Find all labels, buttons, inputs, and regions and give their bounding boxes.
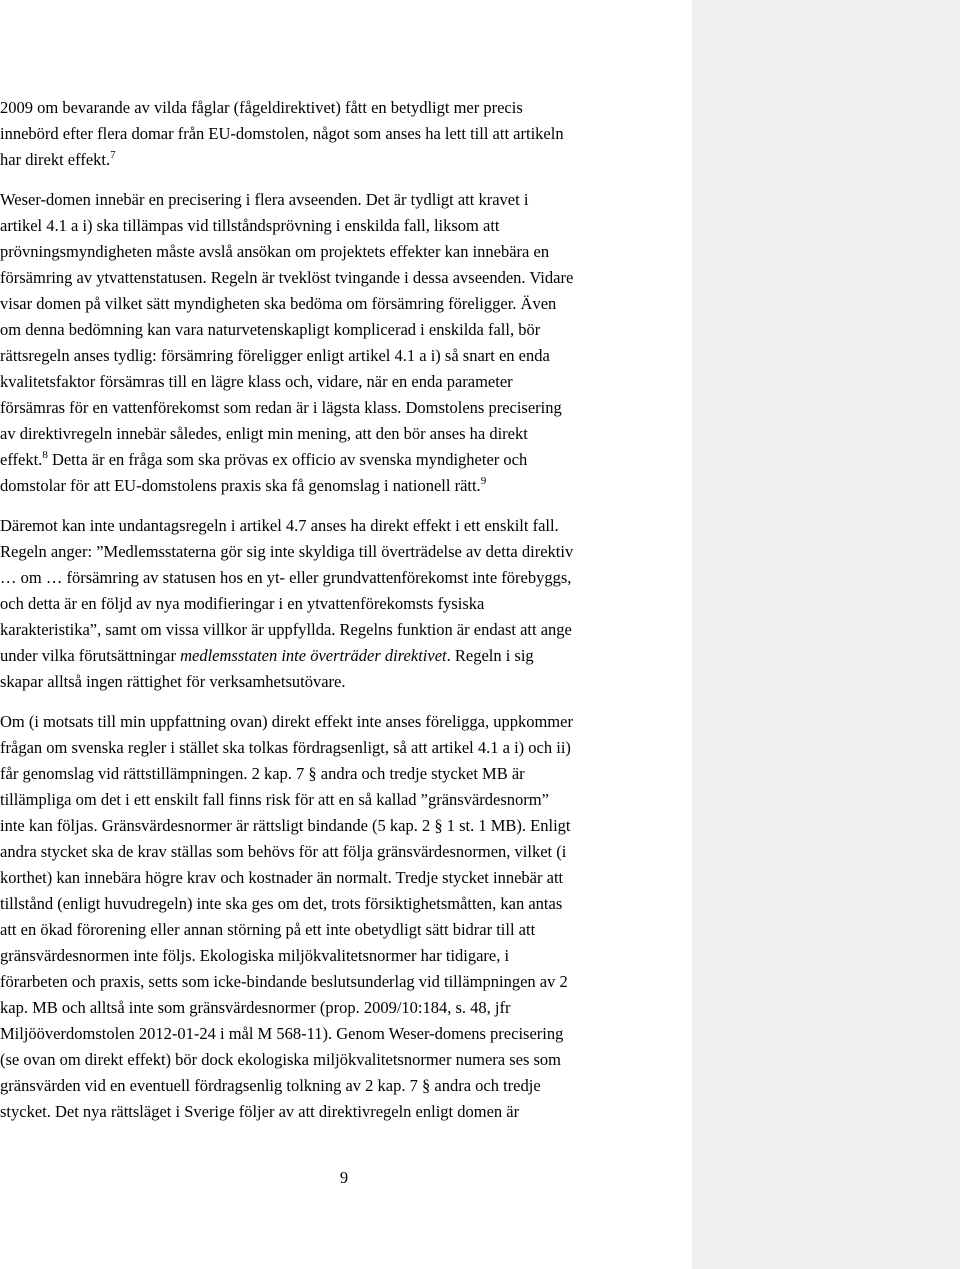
text-run: visar domen på vilket sätt myndigheten ska bedöma om försämring föreligger. Även (0, 294, 557, 313)
text-run: Däremot kan inte undantagsregeln i artikel 4.7 anses ha direkt effekt i ett enskilt fall. (0, 516, 559, 535)
text-run: stycket. Det nya rättsläget i Sverige följer av att direktivregeln enligt domen är (0, 1102, 520, 1121)
text-run: prövningsmyndigheten måste avslå ansökan om projektets effekter kan innebära en (0, 242, 550, 261)
text-run: får genomslag vid rättstillämpningen. 2 kap. 7 § andra och tredje stycket MB är (0, 764, 525, 783)
text-run: under vilka förutsättningar (0, 646, 181, 665)
page-number: 9 (339, 1168, 349, 1187)
text-run: andra stycket ska de krav ställas som behövs för att följa gränsvärdesnormen, vilket (i (0, 842, 567, 861)
text-line (0, 95, 684, 121)
text-line (0, 787, 684, 813)
paragraph-gap (0, 499, 684, 513)
text-line (0, 969, 684, 995)
text-run: tillstånd (enligt huvudregeln) inte ska ges om det, trots försiktighetsmåtten, kan antas (0, 894, 563, 913)
text-line (0, 187, 684, 213)
text-run: försämras för en vattenförekomst som redan är i lägsta klass. Domstolens precisering (0, 398, 562, 417)
text-run: av direktivregeln innebär således, enligt min mening, att den bör anses ha direkt (0, 424, 528, 443)
text-line (0, 447, 684, 473)
text-run: att en ökad förorening eller annan störning på ett inte obetydligt sätt bidrar till att (0, 920, 536, 939)
text-run: . Regeln i sig (446, 646, 534, 665)
text-run: korthet) kan innebära högre krav och kostnader än normalt. Tredje stycket innebär att (0, 868, 564, 887)
text-line (0, 239, 684, 265)
text-line (0, 343, 684, 369)
footnote-ref: 8 (42, 449, 48, 461)
text-line (0, 513, 684, 539)
paragraph (0, 187, 684, 499)
text-line (0, 669, 684, 695)
text-line (0, 539, 684, 565)
text-run: har direkt effekt. (0, 150, 111, 169)
text-line (0, 147, 684, 173)
text-run: Miljööverdomstolen 2012-01-24 i mål M 568-11). Genom Weser-domens precisering (0, 1024, 564, 1043)
text-line (0, 865, 684, 891)
text-line (0, 291, 684, 317)
text-line (0, 1047, 684, 1073)
text-run: 2009 om bevarande av vilda fåglar (fågeldirektivet) fått en betydligt mer precis (0, 98, 523, 117)
text-run: karakteristika”, samt om vissa villkor är uppfyllda. Regelns funktion är endast att ange (0, 620, 572, 639)
text-line (0, 213, 684, 239)
text-run: Weser-domen innebär en precisering i flera avseenden. Det är tydligt att kravet i (0, 190, 529, 209)
text-run: och detta är en följd av nya modifieringar i en ytvattenförekomsts fysiska (0, 594, 485, 613)
paragraph (0, 513, 684, 695)
text-line (0, 265, 684, 291)
text-run: gränsvärdesnormen inte följs. Ekologiska miljökvalitetsnormer har tidigare, i (0, 946, 510, 965)
text-line (0, 565, 684, 591)
text-line (0, 317, 684, 343)
text-run: kap. MB och alltså inte som gränsvärdesnormer (prop. 2009/10:184, s. 48, jfr (0, 998, 511, 1017)
text-run: effekt. (0, 450, 43, 469)
text-line (0, 891, 684, 917)
text-run: … om … försämring av statusen hos en yt- eller grundvattenförekomst inte förebyggs, (0, 568, 572, 587)
text-line (0, 943, 684, 969)
text-run: skapar alltså ingen rättighet för verksamhetsutövare. (0, 672, 346, 691)
text-line (0, 735, 684, 761)
text-line (0, 1021, 684, 1047)
text-run: Om (i motsats till min uppfattning ovan) direkt effekt inte anses föreligga, uppkommer (0, 712, 573, 731)
text-run: Regeln anger: ”Medlemsstaterna gör sig inte skyldiga till överträdelse av detta direktiv (0, 542, 574, 561)
text-run: förarbeten och praxis, setts som icke-bindande beslutsunderlag vid tillämpningen av 2 (0, 972, 568, 991)
text-line (0, 395, 684, 421)
text-line (0, 473, 684, 499)
text-line (0, 761, 684, 787)
text-run: tillämpliga om det i ett enskilt fall finns risk för att en så kallad ”gränsvärdesnorm” (0, 790, 549, 809)
text-run: kvalitetsfaktor försämras till en lägre klass och, vidare, när en enda parameter (0, 372, 513, 391)
text-run: försämring av ytvattenstatusen. Regeln är tveklöst tvingande i dessa avseenden. Vidare (0, 268, 574, 287)
paragraph (0, 709, 684, 1125)
text-line (0, 917, 684, 943)
footnote-ref: 7 (110, 149, 116, 161)
text-line (0, 369, 684, 395)
text-line (0, 813, 684, 839)
text-line (0, 591, 684, 617)
text-run: Detta är en fråga som ska prövas ex officio av svenska myndigheter och (47, 450, 528, 469)
text-line (0, 643, 684, 669)
text-run: innebörd efter flera domar från EU-domstolen, något som anses ha lett till att artikeln (0, 124, 564, 143)
text-line (0, 995, 684, 1021)
text-run: om denna bedömning kan vara naturvetenskapligt komplicerad i enskilda fall, bör (0, 320, 541, 339)
text-run: inte kan följas. Gränsvärdesnormer är rättsligt bindande (5 kap. 2 § 1 st. 1 MB). Enligt (0, 816, 571, 835)
text-run: frågan om svenska regler i stället ska tolkas fördragsenligt, så att artikel 4.1 a i) och ii) (0, 738, 571, 757)
text-line (0, 1073, 684, 1099)
paragraph-gap (0, 173, 684, 187)
text-run: (se ovan om direkt effekt) bör dock ekologiska miljökvalitetsnormer numera ses som (0, 1050, 562, 1069)
text-run: rättsregeln anses tydlig: försämring föreligger enligt artikel 4.1 a i) så snart en enda (0, 346, 550, 365)
text-run: gränsvärden vid en eventuell fördragsenlig tolkning av 2 kap. 7 § andra och tredje (0, 1076, 541, 1095)
emphasis-text: medlemsstaten inte överträder direktivet (180, 646, 447, 665)
paragraph (0, 95, 684, 173)
text-line (0, 1099, 684, 1125)
comment-pane (692, 0, 960, 1269)
text-line (0, 617, 684, 643)
text-run: artikel 4.1 a i) ska tillämpas vid tillståndsprövning i enskilda fall, liksom att (0, 216, 500, 235)
text-line (0, 839, 684, 865)
footnote-ref: 9 (480, 475, 487, 487)
paragraph-gap (0, 695, 684, 709)
text-run: domstolar för att EU-domstolens praxis ska få genomslag i nationell rätt. (0, 476, 481, 495)
text-line (0, 709, 684, 735)
text-line (0, 121, 684, 147)
text-line (0, 421, 684, 447)
document-body (0, 95, 684, 1125)
